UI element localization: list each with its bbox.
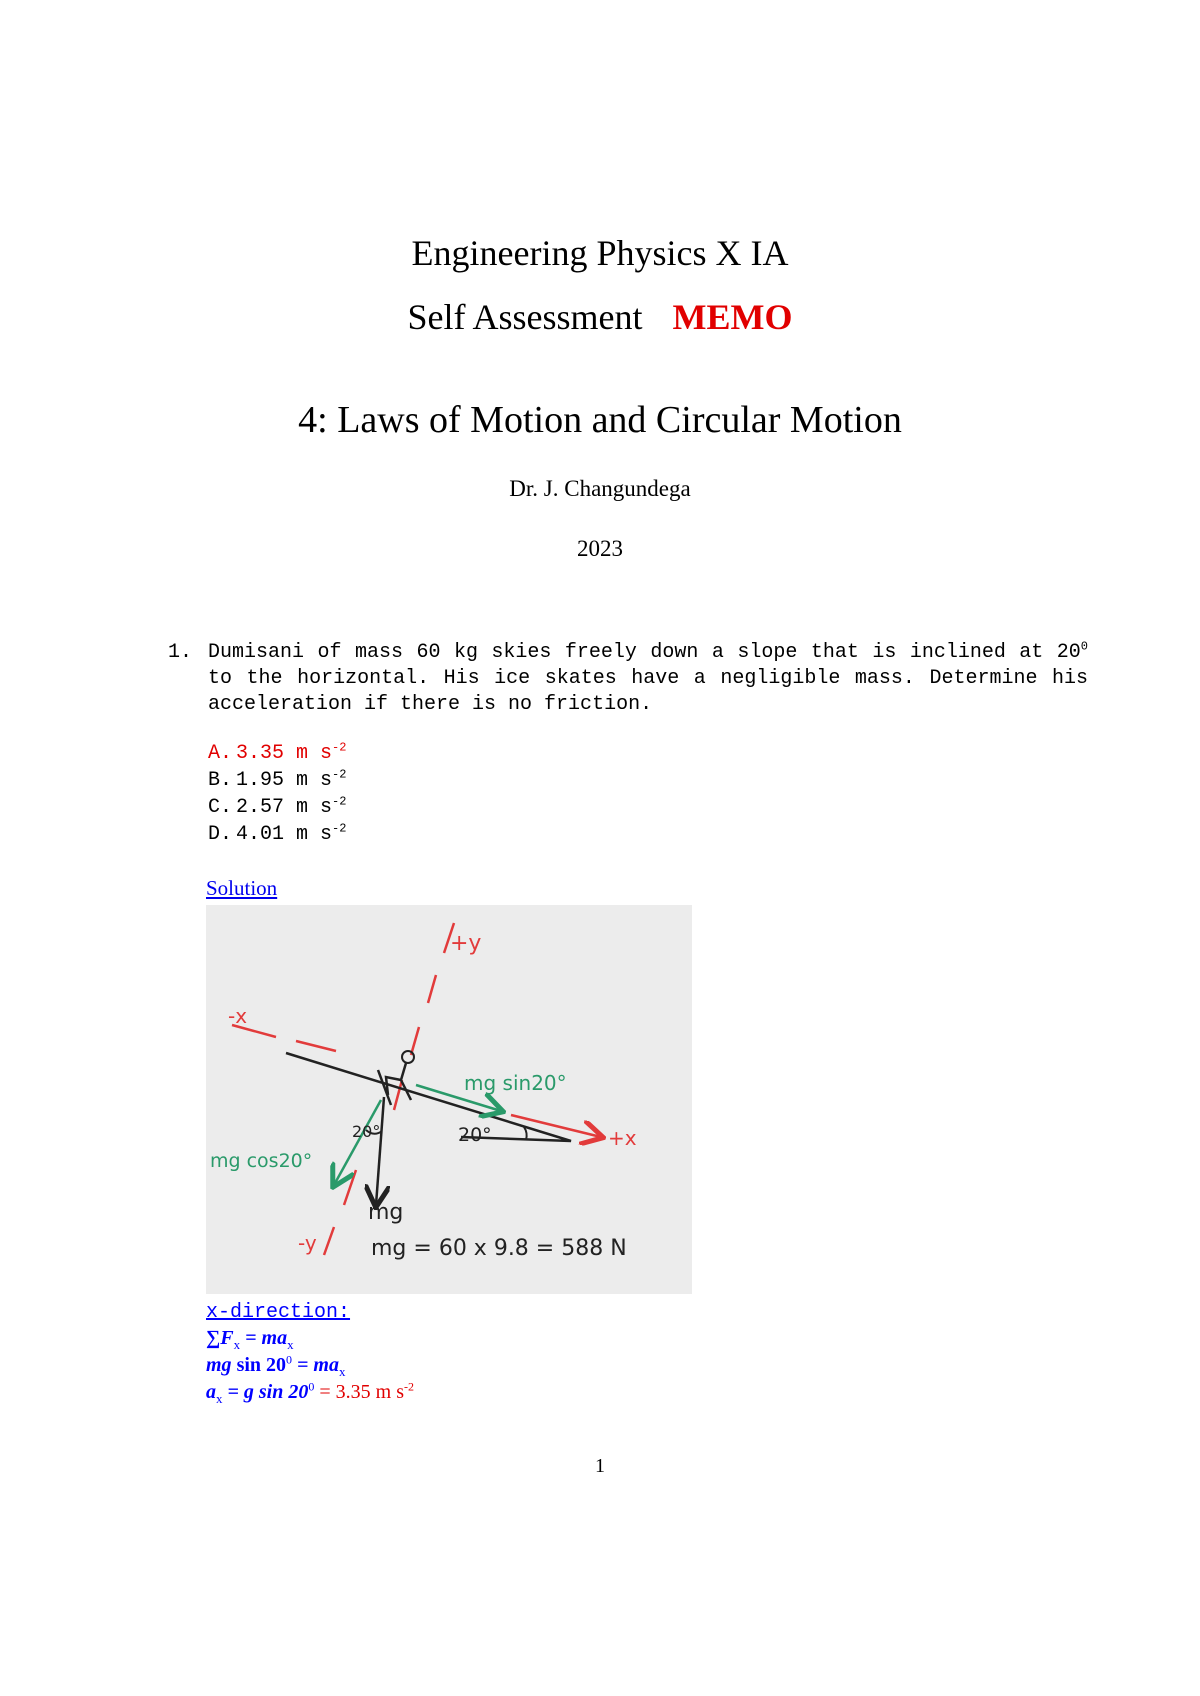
label-minus-x: -x xyxy=(228,1004,248,1028)
line3-lhs-sub: x xyxy=(216,1391,223,1406)
line2-mid: sin 20 xyxy=(231,1354,287,1376)
angle-degree-sup: 0 xyxy=(1080,639,1088,654)
option-c xyxy=(208,794,346,821)
skier-head xyxy=(402,1051,414,1063)
sum-lhs-sub: x xyxy=(233,1337,241,1352)
x-axis-left xyxy=(232,1025,336,1051)
working-line-3 xyxy=(206,1379,414,1406)
label-mg-value: mg = 60 x 9.8 = 588 N xyxy=(371,1236,627,1261)
option-label: C. xyxy=(208,796,233,819)
option-exponent: -2 xyxy=(332,794,347,809)
option-b xyxy=(208,767,346,794)
line3-lhs: a xyxy=(206,1381,216,1403)
line2-sup: 0 xyxy=(286,1352,293,1367)
memo-label: MEMO xyxy=(672,297,793,337)
option-a xyxy=(208,740,346,767)
label-mg: mg xyxy=(368,1200,404,1225)
line3-sup: 0 xyxy=(308,1379,315,1394)
page-number: 1 xyxy=(595,1455,605,1477)
question-text xyxy=(208,640,1088,718)
assessment-label: Self Assessment xyxy=(407,297,643,337)
label-mg-cos: mg cos20° xyxy=(210,1150,313,1172)
solution-working xyxy=(206,1298,414,1406)
chapter-title: 4: Laws of Motion and Circular Motion xyxy=(298,399,902,441)
working-line-1 xyxy=(206,1325,414,1352)
solution-link[interactable]: Solution xyxy=(206,876,278,900)
line2-rhs: = ma xyxy=(292,1354,339,1376)
assessment-title xyxy=(0,296,1200,338)
option-label: A. xyxy=(208,742,233,765)
line3-exp: -2 xyxy=(403,1379,414,1394)
sum-rhs: = ma xyxy=(240,1327,288,1349)
line2-rhs-sub: x xyxy=(338,1364,346,1379)
author: Dr. J. Changundega xyxy=(509,476,691,501)
option-exponent: -2 xyxy=(332,767,347,782)
mg-cos-arrow xyxy=(334,1100,381,1185)
answer-options xyxy=(208,740,346,848)
label-angle-body: 20° xyxy=(352,1122,381,1141)
option-d xyxy=(208,821,346,848)
free-body-diagram-photo xyxy=(206,905,692,1294)
label-plus-x: +x xyxy=(608,1126,637,1150)
option-exponent: -2 xyxy=(332,740,347,755)
label-plus-y: +y xyxy=(450,931,482,956)
question-number: 1. xyxy=(168,641,193,664)
option-label: D. xyxy=(208,823,233,846)
sum-lhs: ∑F xyxy=(206,1327,234,1349)
option-exponent: -2 xyxy=(332,821,347,836)
label-mg-sin: mg sin20° xyxy=(464,1071,567,1095)
free-body-diagram xyxy=(206,905,692,1294)
incline-angle-arc xyxy=(524,1127,527,1140)
sum-rhs-sub: x xyxy=(287,1337,294,1352)
option-value: 1.95 m s xyxy=(236,769,333,792)
question-text-part2: to the horizontal. His ice skates have a negligible mass. Determine his acceleration if there is no friction. xyxy=(208,667,1088,716)
working-heading xyxy=(206,1298,414,1325)
line3-mid: = g sin 20 xyxy=(222,1381,309,1403)
option-label: B. xyxy=(208,769,233,792)
working-heading-text: x-direction: xyxy=(206,1301,351,1324)
y-axis-lower xyxy=(324,1170,356,1255)
line3-result: = 3.35 m s xyxy=(314,1381,404,1403)
label-minus-y: -y xyxy=(298,1231,317,1255)
mg-arrow xyxy=(376,1097,384,1205)
year: 2023 xyxy=(577,536,623,561)
incline-line xyxy=(286,1053,571,1141)
course-title: Engineering Physics X IA xyxy=(411,233,789,273)
line2-lhs: mg xyxy=(206,1354,232,1376)
working-line-2 xyxy=(206,1352,414,1379)
label-angle-incline: 20° xyxy=(458,1124,492,1146)
option-value: 4.01 m s xyxy=(236,823,333,846)
question-text-part1: Dumisani of mass 60 kg skies freely down a slope that is inclined at 20 xyxy=(208,641,1081,664)
option-value: 3.35 m s xyxy=(236,742,333,765)
option-value: 2.57 m s xyxy=(236,796,333,819)
